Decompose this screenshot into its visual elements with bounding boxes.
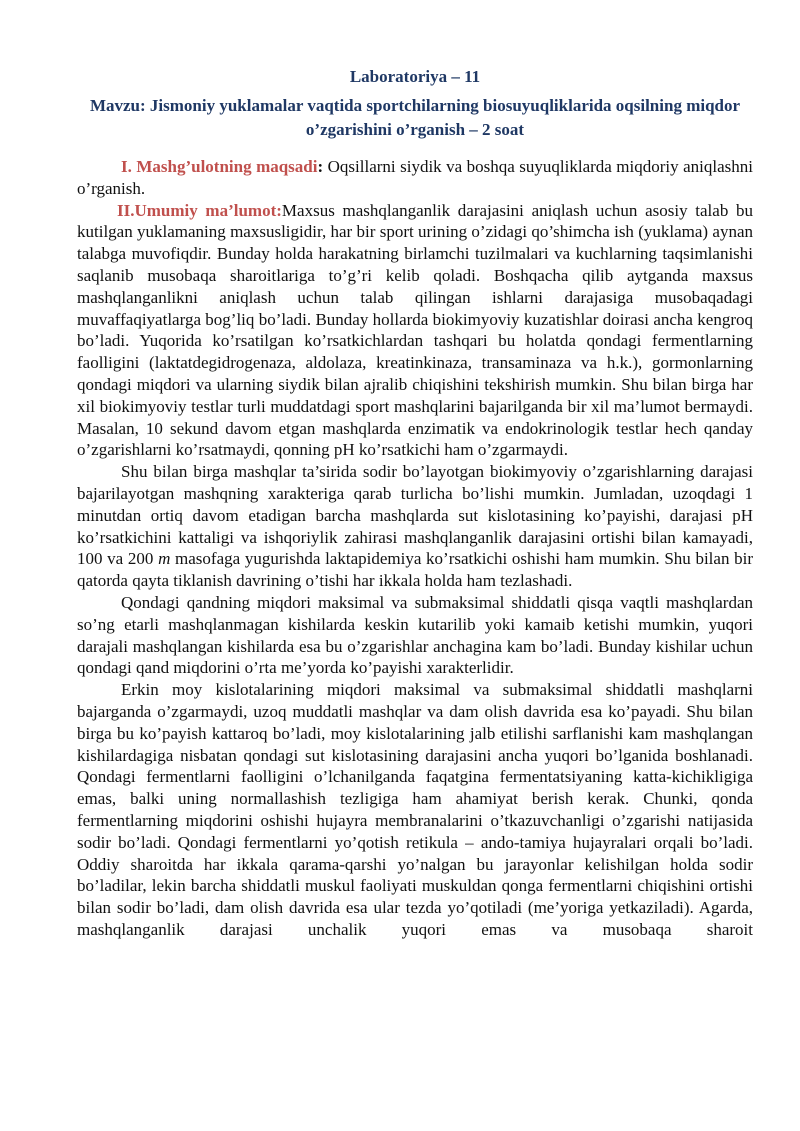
paragraph-fatty-acids: Erkin moy kislotalarining miqdori maksimal va submaksimal shiddatli mashqlarni bajarganda o’zgarmaydi, uzoq muddatli mashqlar va dam olish davrida esa ko’payadi. Shu bilan birga bu ko’payish kattaroq bo’ladi, moy kislotalarining jalb etilishi sarflanishi kam mashqlangan kishilardagiga nisbatan qondagi sut kislotasining darajasini ancha yuqori bo’lganida boshlanadi. Qondagi fermentlarni faolligini o’lchanilganda faqatgina fermentatsiyaning katta-kichikligiga emas, balki uning normallashish tezligiga ham ahamiyat berish kerak. Chunki, qonda fermentlarning miqdorini oshishi hujayra membranalarini o’tkazuvchanligi o’zgarishi natijasida sodir bo’ladi. Qondagi fermentlarni yo’qotish retikula – ando-tamiya hujayralari orqali bo’ladi. Oddiy sharoitda har ikkala qarama-qarshi yo’nalgan bu jarayonlar kelishilgan holda sodir bo’ladilar, lekin barcha shiddatli muskul faoliyati muskuldan qonga fermentlarni chiqishini ortishi bilan sodir bo’ladi, dam olish davrida esa ular tezda yo’qotiladi (me’yoriga yetkaziladi). Agarda, mashqlanganlik darajasi unchalik yuqori emas va musobaqa sharoit [77,680,753,939]
paragraph-biochemical-changes [77,461,753,592]
goal-text: Oqsillarni siydik va boshqa suyuqliklarda miqdoriy aniqlashni o’rganish. [77,157,753,198]
paragraph-blood-sugar: Qondagi qandning miqdori maksimal va submaksimal shiddatli qisqa vaqtli mashqlardan so’ng etarli mashqlanmagan kishilarda keskin kutarilib yoki kamaib ketishi mumkin, yuqori darajali mashqlangan kishilarda esa bu o’zgarishlar anchagina kam bo’ladi. Bunday kishilar uchun qondagi qand miqdorini o’rta me’yorda ko’payishi xarakterlidir. [77,592,753,678]
topic-heading: Mavzu: Jismoniy yuklamalar vaqtida sportchilarning biosuyuqliklarida oqsilning miqdor o’zgarishini o’rganish – 2 soat [89,96,741,139]
general-info-heading: II.Umumiy ma’lumot: [117,200,282,220]
section-goal [77,156,753,200]
lab-title: Laboratoriya – 11 [349,67,481,86]
goal-heading: I. Mashg’ulotning maqsadi [121,157,318,176]
paragraph-biochemical-text-a: Shu bilan birga mashqlar ta’sirida sodir bo’layotgan biokimyoviy o’zgarishlarning darajasi bajarilayotgan mashqning xarakteriga qarab turlicha bo’lishi mumkin. Jumladan, uzoqdagi 1 minutdan ortiq davom etadigan barcha mashqlarda sut kislotasining ko’payishi, darajasi pH ko’rsatkichini kattaligi va ishqoriylik zahirasi mashqlanganlik darajasini ortishi bilan kamayadi, 100 va 200 [77,462,753,569]
section-general-info [77,200,753,462]
unit-m: m [158,549,171,569]
goal-colon: : [317,157,324,176]
paragraph-biochemical-text-b: masofaga yugurishda laktapidemiya ko’rsatkichi oshishi ham mumkin. Shu bilan bir qatorda qayta tiklanish davrining o’tishi har ikkala holda ham tezlashadi. [77,549,753,591]
general-info-text: Maxsus mashqlanganlik darajasini aniqlash uchun asosiy talab bu kutilgan yuklamaning maxsusligidir, har bir sport urining o’zidagi qo’shimcha ish (yuklama) aynan talabga muvofiqdir. Bunday holda harakatning birlamchi tuzilmalari va kuchlarning taqsimlanishi saqlanib musobaqa sharoitlariga to’g’ri kelib qoladi. Boshqacha qilib aytganda maxsus mashqlanganlikni aniqlash uchun talab qilingan ishlarni darajasiga musobaqadagi muvaffaqiyatlarga bog’liq bo’ladi. Bunday hollarda biokimyoviy kuzatishlar doirasi ancha kengroq bo’ladi. Yuqorida ko’rsatilgan ko’rsatkichlardan tashqari bu holatda qondagi fermentlarning faolligini (laktatdegidrogenaza, aldolaza, kreatinkinaza, transaminaza va h.k.), gormonlarning qondagi miqdori va ularning siydik bilan ajralib chiqishini tekshirish mumkin. Shu bilan birga har xil biokimyoviy testlar turli muddatdagi sport mashqlarini bajarilganda bir xil ma’lumot bermaydi. Masalan, 10 sekund davom etgan mashqlarda enzimatik va endokrinologik testlar hech qanday o’zgarishlarni ko’rsatmaydi, qonning pH ko’rsatkichi ham o’zgarmaydi. [77,200,753,460]
document-page [77,62,753,941]
